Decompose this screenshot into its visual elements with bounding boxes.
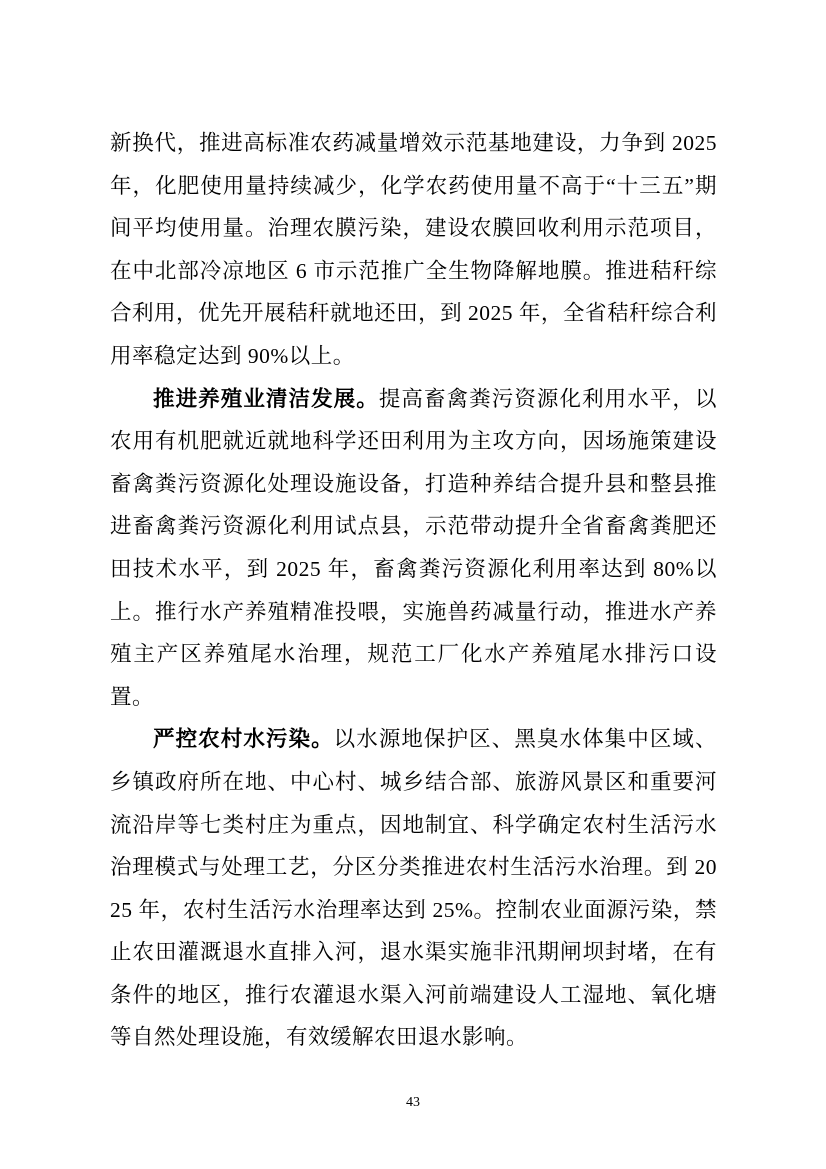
paragraph-rural-water <box>110 718 717 1059</box>
paragraph-text: 提高畜禽粪污资源化利用水平，以农用有机肥就近就地科学还田利用为主攻方向，因场施策建设畜禽粪污资源化处理设施设备，打造种养结合提升县和整县推进畜禽粪污资源化利用试点县，示范带动提升全省畜禽粪肥还田技术水平，到 2025 年，畜禽粪污资源化利用率达到 80%以上。推行水产养殖精准投喂，实施兽药减量行动，推进水产养殖主产区养殖尾水治理，规范工厂化水产养殖尾水排污口设置。 <box>110 386 717 709</box>
paragraph-livestock <box>110 378 717 719</box>
paragraph-continuation <box>110 122 717 378</box>
paragraph-lead: 严控农村水污染。 <box>153 727 334 752</box>
paragraph-text: 以水源地保护区、黑臭水体集中区域、乡镇政府所在地、中心村、城乡结合部、旅游风景区和重要河流沿岸等七类村庄为重点，因地制宜、科学确定农村生活污水治理模式与处理工艺，分区分类推进农村生活污水治理。到 2025 年，农村生活污水治理率达到 25%。控制农业面源污染，禁止农田灌溉退水直排入河，退水渠实施非汛期闸坝封堵，在有条件的地区，推行农灌退水渠入河前端建设人工湿地、氧化塘等自然处理设施，有效缓解农田退水影响。 <box>110 727 717 1050</box>
paragraph-lead: 推进养殖业清洁发展。 <box>153 386 379 411</box>
page-content <box>110 122 717 1059</box>
page-number: 43 <box>406 1095 420 1110</box>
paragraph-text: 新换代，推进高标准农药减量增效示范基地建设，力争到 2025 年，化肥使用量持续减少，化学农药使用量不高于“十三五”期间平均使用量。治理农膜污染，建设农膜回收利用示范项目，在中北部冷凉地区 6 市示范推广全生物降解地膜。推进秸秆综合利用，优先开展秸秆就地还田，到 2025 年，全省秸秆综合利用率稳定达到 90%以上。 <box>110 131 717 368</box>
